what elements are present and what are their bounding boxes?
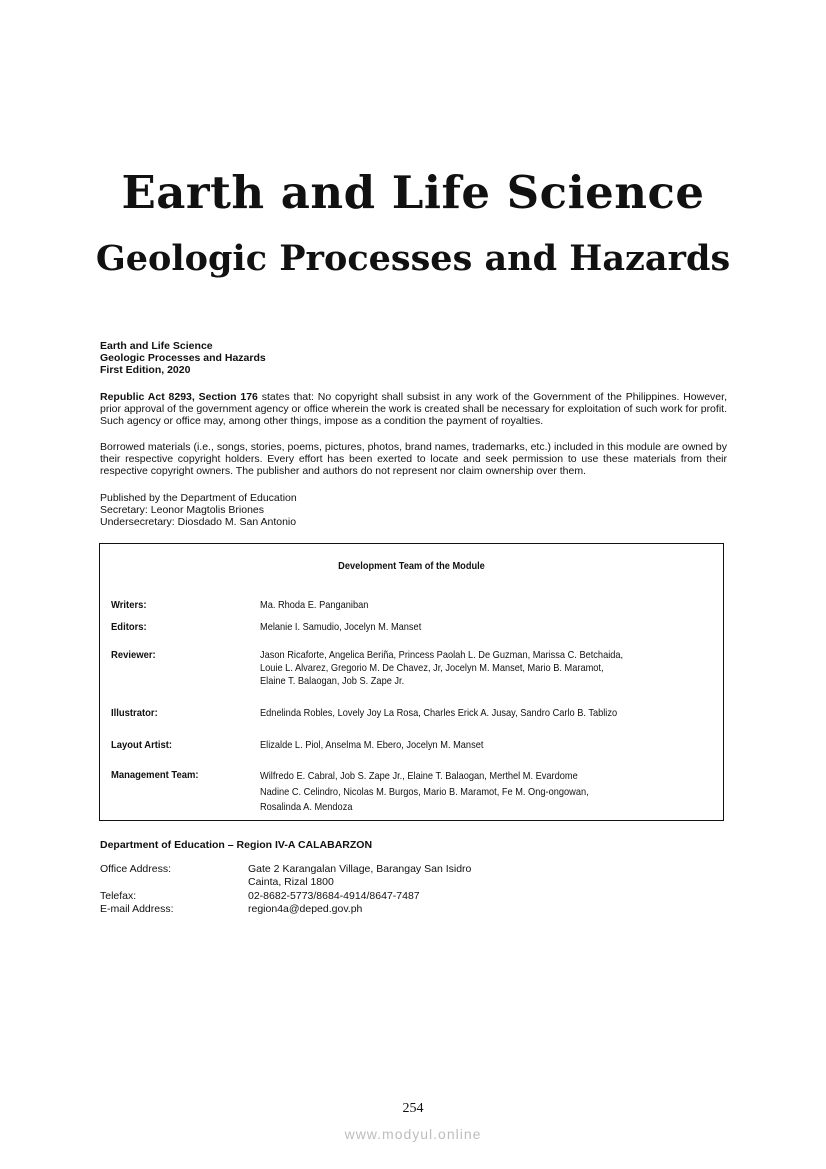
team-names-layout-artist: Elizalde L. Piol, Anselma M. Ebero, Jocelyn M. Manset <box>260 739 484 751</box>
undersecretary-line: Undersecretary: Diosdado M. San Antonio <box>100 516 297 528</box>
team-title: Development Team of the Module <box>338 560 485 572</box>
edition-line-title: Earth and Life Science <box>100 340 213 352</box>
office-address-row <box>100 863 727 890</box>
secretary-line: Secretary: Leonor Magtolis Briones <box>100 504 264 516</box>
email-label: E-mail Address: <box>100 903 174 915</box>
borrowed-materials-notice: Borrowed materials (i.e., songs, stories, poems, pictures, photos, brand names, trademarks, etc.) included in this module are owned by their respective copyright holders. Every effort has been exerted to locate and seek permission to use these materials from their respective copyright owners. The publisher and authors do not represent nor claim ownership over them. <box>100 441 727 477</box>
telefax-label: Telefax: <box>100 889 137 902</box>
edition-line-edition: First Edition, 2020 <box>100 364 191 376</box>
email-value: region4a@deped.gov.ph <box>248 903 363 915</box>
telefax-value: 02-8682-5773/8684-4914/8647-7487 <box>248 889 420 902</box>
team-role-management: Management Team: <box>111 769 199 781</box>
team-role-reviewer: Reviewer: <box>111 649 156 661</box>
edition-block <box>100 340 727 376</box>
team-role-writers: Writers: <box>111 599 147 611</box>
office-address-value: Gate 2 Karangalan Village, Barangay San Isidro Cainta, Rizal 1800 <box>248 862 472 888</box>
office-info <box>100 839 727 917</box>
team-role-editors: Editors: <box>111 621 147 633</box>
copyright-lead: Republic Act 8293, Section 176 <box>100 391 258 403</box>
development-team-box <box>99 543 724 821</box>
publisher-block <box>100 492 727 528</box>
copyright-text: states that: No copyright shall subsist in any work of the Government of the Philippines. However, prior approval of the government agency or office wherein the work is created shall be necessary for exploitation of such work for profit. Such agency or office may, among other things, impose as a condition the payment of royalties. <box>100 391 727 427</box>
team-role-illustrator: Illustrator: <box>111 707 158 719</box>
email-row <box>100 903 727 917</box>
publisher-line: Published by the Department of Education <box>100 492 297 504</box>
copyright-notice <box>100 391 727 427</box>
watermark: www.modyul.online <box>344 1126 482 1142</box>
team-names-editors: Melanie I. Samudio, Jocelyn M. Manset <box>260 621 422 633</box>
edition-line-subtitle: Geologic Processes and Hazards <box>100 352 266 364</box>
telefax-row <box>100 890 727 904</box>
document-title: Earth and Life Science <box>121 166 705 219</box>
office-heading: Department of Education – Region IV-A CALABARZON <box>100 839 373 851</box>
office-address-label: Office Address: <box>100 862 172 875</box>
team-names-management: Wilfredo E. Cabral, Job S. Zape Jr., Elaine T. Balaogan, Merthel M. Evardome Nadine C. Celindro, Nicolas M. Burgos, Mario B. Maramot, Fe M. Ong-ongowan, Rosalinda A. Mendoza <box>260 770 589 813</box>
team-names-illustrator: Ednelinda Robles, Lovely Joy La Rosa, Charles Erick A. Jusay, Sandro Carlo B. Tablizo <box>260 707 618 719</box>
team-role-layout-artist: Layout Artist: <box>111 739 173 751</box>
document-subtitle: Geologic Processes and Hazards <box>95 238 731 279</box>
team-names-reviewer: Jason Ricaforte, Angelica Beriña, Princess Paolah L. De Guzman, Marissa C. Betchaida, Louie L. Alvarez, Gregorio M. De Chavez, Jr, Jocelyn M. Manset, Mario B. Maramot, Elaine T. Balaogan, Job S. Zape Jr. <box>260 649 624 687</box>
page-number: 254 <box>402 1101 424 1116</box>
team-names-writers: Ma. Rhoda E. Panganiban <box>260 599 369 611</box>
